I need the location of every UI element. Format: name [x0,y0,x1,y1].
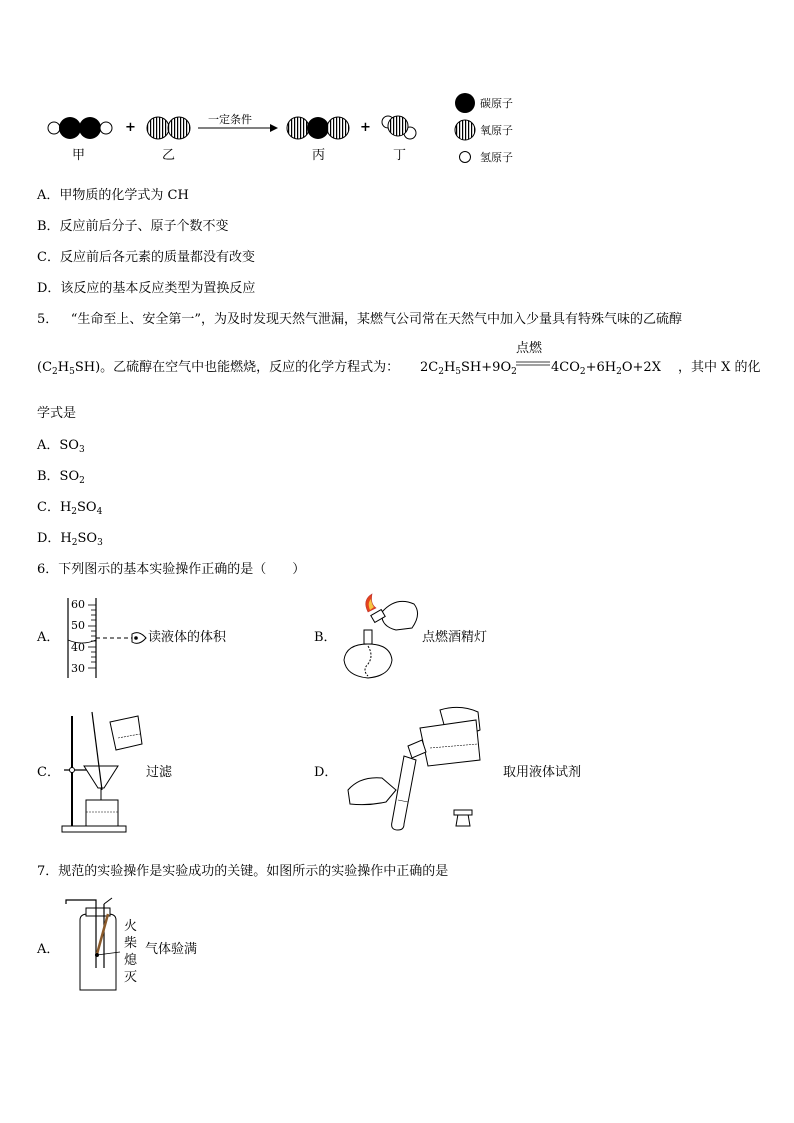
arrow-label: 一定条件 [208,113,252,126]
q6-stem: 6．下列图示的基本实验操作正确的是（ ） [37,562,306,577]
label-yi: 乙 [162,148,176,163]
equation-right: $4CO_2+6H_2O+2X$ [551,360,661,377]
q6-d-caption: 取用液体试剂 [503,765,582,780]
q5-option-c: C．$H_2SO_4$ [37,500,103,517]
q5-option-d: D．$H_2SO_3$ [37,531,103,548]
match-extinguished-label: 火 柴 熄 灭 [124,919,138,985]
q6-a-caption: 读液体的体积 [148,630,227,645]
tick-label: 30 [71,662,85,675]
q6-c-caption: 过滤 [146,765,173,780]
q6-c-letter: C． [37,765,60,780]
q5-line3: 学式是 [37,406,77,421]
q6-b-caption: 点燃酒精灯 [422,630,488,645]
q4-option-c: C．反应前后各元素的质量都没有改变 [37,250,255,265]
q4-option-a: A．甲物质的化学式为 CH [37,188,189,203]
q5-stem: “生命至上、安全第一”，为及时发现天然气泄漏，某燃气公司常在天然气中加入少量具有特殊气味的乙硫醇 [70,312,682,327]
label-ding: 丁 [393,148,407,163]
q6-a-letter: A． [37,630,60,645]
q5-option-b: B．$SO_2$ [37,469,85,486]
tick-label: 50 [71,619,85,632]
q5-option-a: A．$SO_3$ [37,438,85,455]
equation-condition: 点燃 [516,341,543,356]
label-bing: 丙 [312,148,326,163]
equation-left: $2C_2H_5SH+9O_2$ [420,360,517,377]
plus-sign: + [125,120,136,135]
q5-line2: $(C_2H_5SH)$。乙硫醇在空气中也能燃烧，反应的化学方程式为： [37,360,400,377]
legend-oxygen: 氧原子 [480,124,513,137]
q6-d-letter: D． [314,765,338,780]
tick-label: 40 [71,641,85,654]
q4-option-b: B．反应前后分子、原子个数不变 [37,219,229,234]
q5-number: 5． [37,312,59,327]
q7-stem: 7．规范的实验操作是实验成功的关键。如图所示的实验操作中正确的是 [37,864,449,879]
label-jia: 甲 [72,148,86,163]
q6-b-letter: B． [314,630,337,645]
legend-hydrogen: 氢原子 [480,151,513,164]
q7-a-letter: A． [37,942,60,957]
q5-line2-tail: ，其中 X 的化 [678,360,761,375]
plus-sign: + [360,120,371,135]
legend-carbon: 碳原子 [480,97,513,110]
tick-label: 60 [71,598,85,611]
q4-option-d: D．该反应的基本反应类型为置换反应 [37,281,256,296]
q7-a-caption: 气体验满 [145,942,198,957]
